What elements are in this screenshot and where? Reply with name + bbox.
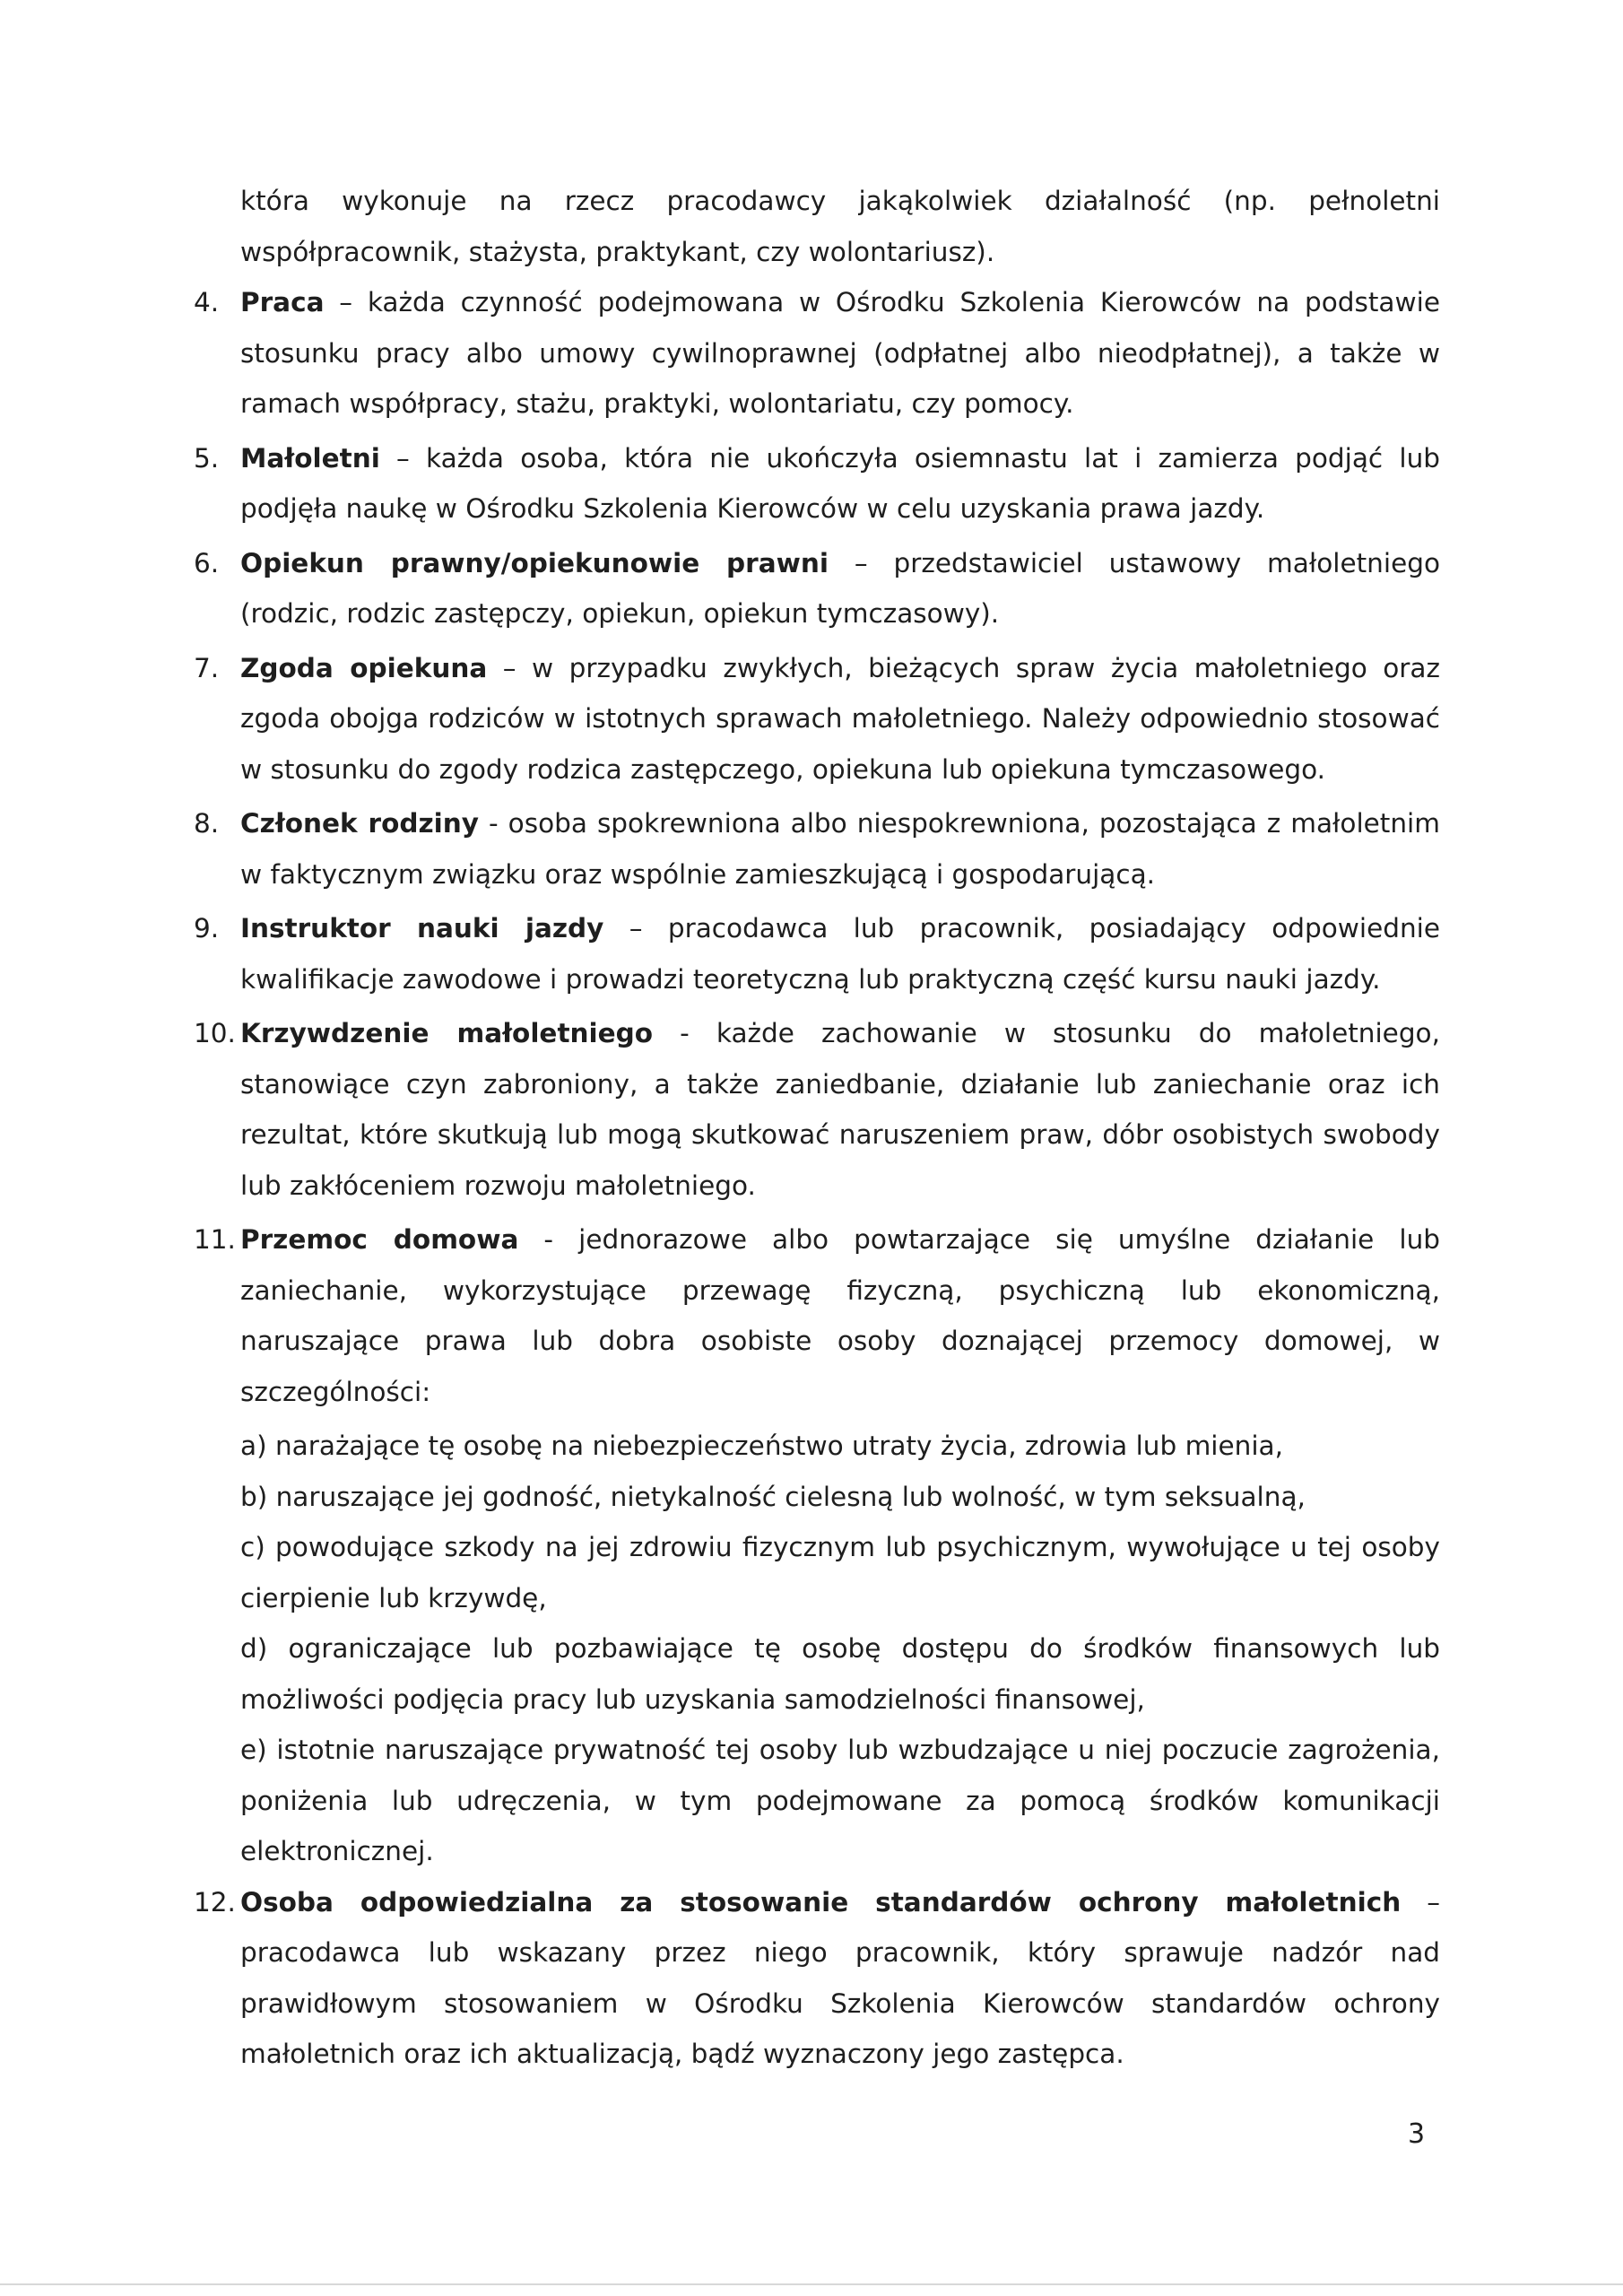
definition-item-5 [194,433,1440,535]
definition-text: - jednorazowe albo powtarzające się umyślne działanie lub zaniechanie, wykorzystujące przewagę fizyczną, psychiczną lub ekonomiczną, naruszające prawa lub dobra osobiste osoby doznającej przemocy domowej, w szczególności: [240,1224,1440,1407]
subitem-e: e) istotnie naruszające prywatność tej osoby lub wzbudzające u niej poczucie zagrożenia, poniżenia lub udręczenia, w tym podejmowane za pomocą środków komunikacji elektronicznej. [240,1735,1440,1866]
term-praca: Praca [240,287,325,317]
term-opiekun-prawny: Opiekun prawny/opiekunowie prawni [240,547,829,578]
definition-text: – pracodawca lub pracownik, posiadający odpowiednie kwalifikacje zawodowe i prowadzi teoretyczną lub praktyczną część kursu nauki jazdy. [240,913,1440,995]
term-krzywdzenie: Krzywdzenie małoletniego [240,1018,654,1048]
subitem-d: d) ograniczające lub pozbawiające tę osobę dostępu do środków finansowych lub możliwości podjęcia pracy lub uzyskania samodzielności finansowej, [240,1633,1440,1715]
item-number: 9. [194,913,220,944]
scan-edge-line [0,2283,1623,2285]
item-number: 8. [194,808,220,839]
definition-item-11 [194,1214,1440,1417]
item-number: 7. [194,652,220,683]
definition-item-8 [194,798,1440,900]
item-number: 5. [194,442,220,474]
definition-item-10 [194,1008,1440,1211]
item-number: 10. [194,1018,236,1048]
definition-text: – każda osoba, która nie ukończyła osiemnastu lat i zamierza podjąć lub podjęła naukę w Ośrodku Szkolenia Kierowców w celu uzyskania prawa jazdy. [240,442,1440,524]
term-instruktor: Instruktor nauki jazdy [240,913,604,944]
subitem-a: a) narażające tę osobę na niebezpieczeństwo utraty życia, zdrowia lub mienia, [240,1431,1284,1461]
item-number: 4. [194,287,220,317]
definition-item-12 [194,1877,1440,2080]
subitem-b: b) naruszające jej godność, nietykalność cielesną lub wolność, w tym seksualną, [240,1481,1306,1512]
definition-text: – w przypadku zwykłych, bieżących spraw życia małoletniego oraz zgoda obojga rodziców w istotnych sprawach małoletniego. Należy odpowiednio stosować w stosunku do zgody rodzica zastępczego, opiekuna lub opiekuna tymczasowego. [240,652,1440,785]
page-number: 3 [1408,2118,1426,2150]
definition-text: – przedstawiciel ustawowy małoletniego (rodzic, rodzic zastępczy, opiekun, opiekun tymczasowy). [240,547,1440,629]
definition-item-7 [194,643,1440,796]
definition-text: - każde zachowanie w stosunku do małoletniego, stanowiące czyn zabroniony, a także zaniedbanie, działanie lub zaniechanie oraz ich rezultat, które skutkują lub mogą skutkować naruszeniem praw, dóbr osobistych swobody lub zakłóceniem rozwoju małoletniego. [240,1018,1440,1201]
definition-text: – pracodawca lub wskazany przez niego pracownik, który sprawuje nadzór nad prawidłowym stosowaniem w Ośrodku Szkolenia Kierowców standardów ochrony małoletnich oraz ich aktualizacją, bądź wyznaczony jego zastępca. [240,1886,1440,2069]
term-maloletni: Małoletni [240,442,380,474]
term-czlonek-rodziny: Członek rodziny [240,808,480,839]
definition-item-6 [194,538,1440,639]
item-number: 6. [194,547,220,578]
definition-item-4 [194,277,1440,430]
definition-text: – każda czynność podejmowana w Ośrodku Szkolenia Kierowców na podstawie stosunku pracy albo umowy cywilnoprawnej (odpłatnej albo nieodpłatnej), a także w ramach współpracy, stażu, praktyki, wolontariatu, czy pomocy. [240,287,1440,419]
item-number: 12. [194,1886,236,1918]
definition-item-9 [194,903,1440,1004]
term-osoba-odpowiedzialna: Osoba odpowiedzialna za stosowanie standardów ochrony małoletnich [240,1886,1402,1918]
term-przemoc-domowa: Przemoc domowa [240,1224,519,1255]
intro-paragraph: która wykonuje na rzecz pracodawcy jakąkolwiek działalność (np. pełnoletni współpracownik, stażysta, praktykant, czy wolontariusz). [240,186,1440,267]
definition-text: - osoba spokrewniona albo niespokrewniona, pozostająca z małoletnim w faktycznym związku oraz wspólnie zamieszkującą i gospodarującą. [240,808,1440,890]
subitem-c: c) powodujące szkody na jej zdrowiu fizycznym lub psychicznym, wywołujące u tej osoby cierpienie lub krzywdę, [240,1532,1440,1613]
term-zgoda-opiekuna: Zgoda opiekuna [240,652,488,683]
item-number: 11. [194,1224,236,1255]
definitions-body [194,176,1440,2083]
